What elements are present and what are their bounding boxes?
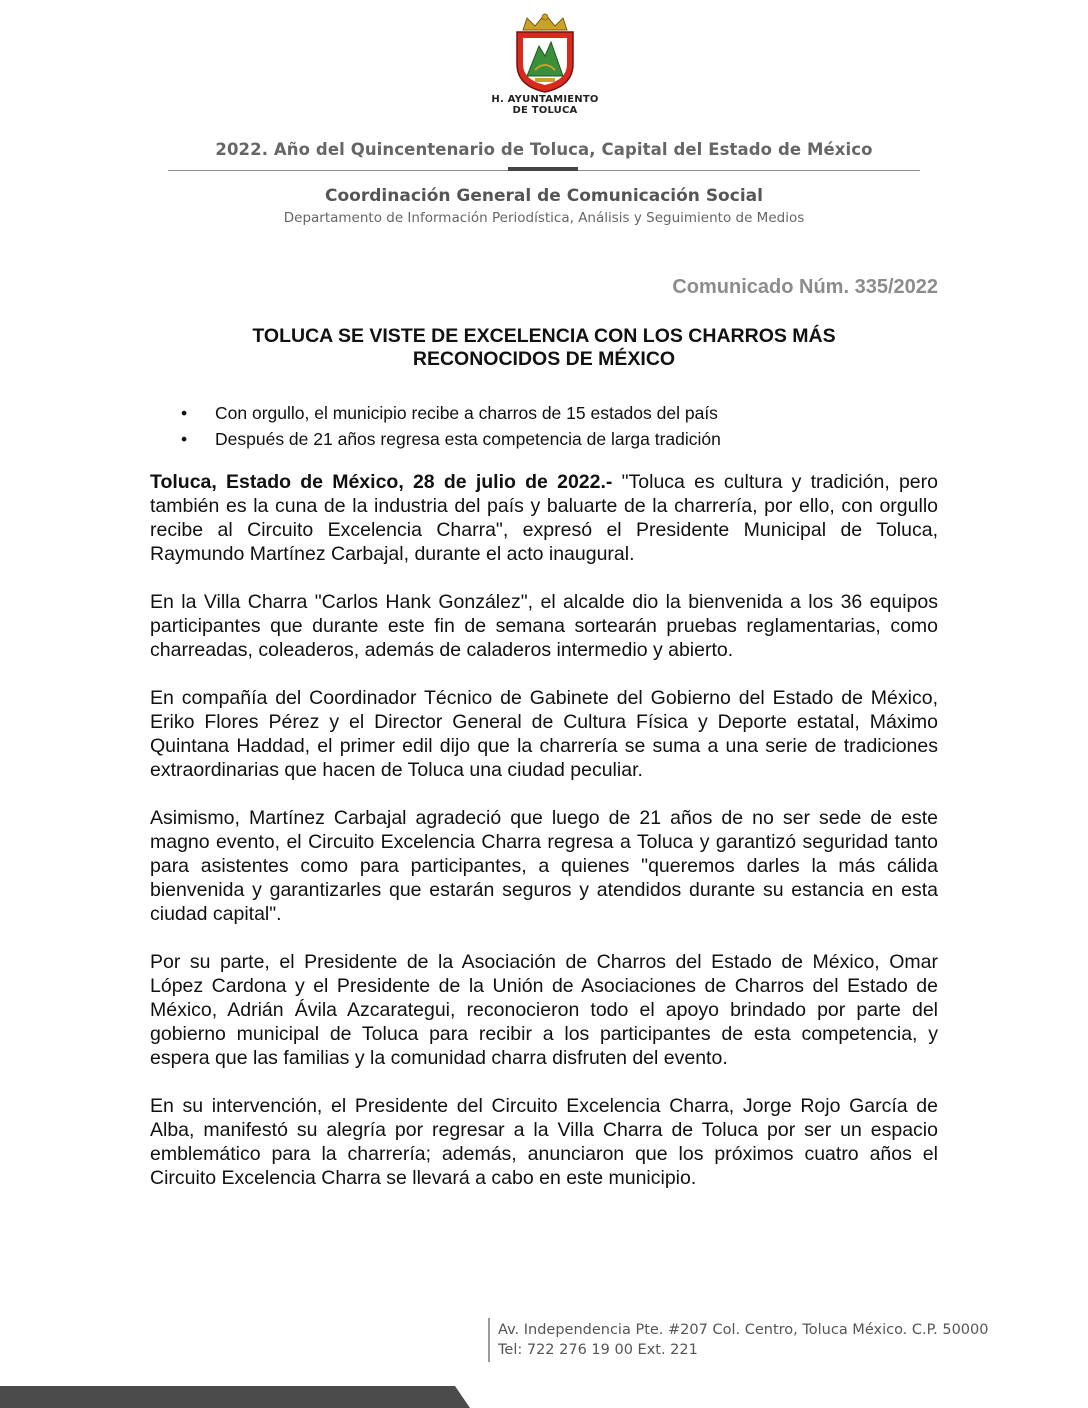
headline-line-1: TOLUCA SE VISTE DE EXCELENCIA CON LOS CHARROS MÁS [252, 325, 836, 347]
footer-divider [488, 1318, 490, 1362]
bullet-dot-icon: • [181, 429, 188, 449]
department-subtitle: Departamento de Información Periodística, Análisis y Seguimiento de Medios [283, 210, 805, 226]
paragraph-lead [150, 470, 938, 566]
bullet-text: Después de 21 años regresa esta competencia de larga tradición [215, 429, 721, 449]
footer-phone: Tel: 722 276 19 00 Ext. 221 [498, 1342, 698, 1358]
footer-band [0, 1386, 470, 1408]
headline-line-2: RECONOCIDOS DE MÉXICO [412, 348, 676, 370]
paragraph: En compañía del Coordinador Técnico de Gabinete del Gobierno del Estado de México, Eriko Flores Pérez y el Director General de Cultura Física y Deporte estatal, Máximo Quintana Haddad, el primer edil dijo que la charrería se suma a una serie de tradiciones extraordinarias que hacen de Toluca una ciudad peculiar. [150, 687, 938, 781]
footer-address: Av. Independencia Pte. #207 Col. Centro, Toluca México. C.P. 50000 [498, 1322, 989, 1338]
paragraph: Por su parte, el Presidente de la Asociación de Charros del Estado de México, Omar López Cardona y el Presidente de la Unión de Asociaciones de Charros del Estado de México, Adrián Ávila Azcarategui, reconocieron todo el apoyo brindado por parte del gobierno municipal de Toluca para recibir a los participantes de esta competencia, y espera que las familias y la comunidad charra disfruten del evento. [150, 951, 938, 1069]
year-motto: 2022. Año del Quincentenario de Toluca, Capital del Estado de México [215, 140, 873, 159]
toluca-logo [490, 12, 600, 116]
release-number: Comunicado Núm. 335/2022 [672, 276, 938, 298]
article-body [150, 470, 938, 1214]
bullet-item [150, 400, 938, 426]
footer-contact [498, 1320, 988, 1360]
logo-line-1: H. AYUNTAMIENTO [491, 94, 599, 105]
coordination-title: Coordinación General de Comunicación Social [325, 186, 763, 206]
paragraph-text: "Toluca es cultura y tradición, pero también es la cuna de la industria del país y baluarte de la charrería, por ello, con orgullo recibe al Circuito Excelencia Charra", expresó el Presidente Municipal de Toluca, Raymundo Martínez Carbajal, durante el acto inaugural. [150, 471, 938, 565]
paragraph: Asimismo, Martínez Carbajal agradeció que luego de 21 años de no ser sede de este magno evento, el Circuito Excelencia Charra regresa a Toluca y garantizó seguridad tanto para asistentes como para participantes, a quienes "queremos darles la más cálida bienvenida y garantizarles que estarán seguros y atendidos durante su estancia en esta ciudad capital". [150, 807, 938, 925]
logo-line-2: DE TOLUCA [512, 105, 578, 116]
bullet-item [150, 426, 938, 452]
header-divider-accent [508, 167, 578, 171]
paragraph: En su intervención, el Presidente del Circuito Excelencia Charra, Jorge Rojo García de Alba, manifestó su alegría por regresar a la Villa Charra de Toluca por ser un espacio emblemático para la charrería; además, anunciaron que los próximos cuatro años el Circuito Excelencia Charra se llevará a cabo en este municipio. [150, 1095, 938, 1189]
paragraph: En la Villa Charra "Carlos Hank González", el alcalde dio la bienvenida a los 36 equipos participantes que durante este fin de semana sortearán pruebas reglamentarias, como charreadas, coleaderos, además de caladeros intermedio y abierto. [150, 591, 938, 661]
headline [150, 325, 938, 371]
summary-bullets [150, 400, 938, 452]
dateline: Toluca, Estado de México, 28 de julio de 2022.- [150, 471, 613, 493]
bullet-dot-icon: • [181, 403, 188, 423]
coat-of-arms-icon [505, 12, 585, 94]
bullet-text: Con orgullo, el municipio recibe a charros de 15 estados del país [215, 403, 718, 423]
